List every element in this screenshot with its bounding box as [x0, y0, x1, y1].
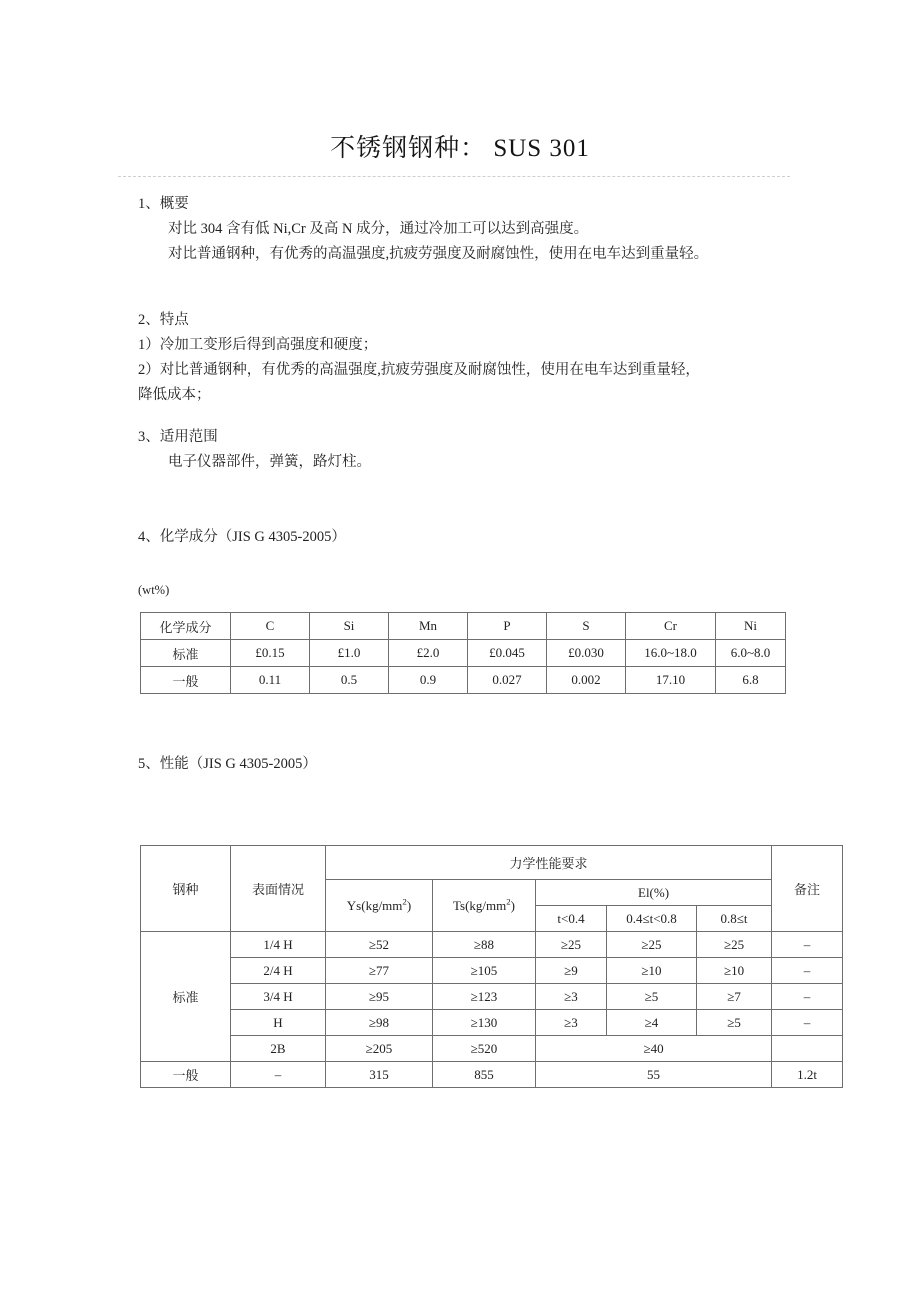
prop-header-ts — [433, 880, 536, 932]
chem-row-label-general: 一般 — [141, 667, 231, 694]
prop-cell-surface: – — [231, 1062, 326, 1088]
chem-cell: 0.11 — [231, 667, 310, 694]
prop-cell-ts: ≥130 — [433, 1010, 536, 1036]
section-3-line-1: 电子仪器部件，弹簧，路灯柱。 — [168, 454, 371, 470]
table-row — [141, 984, 843, 1010]
prop-cell-el3: ≥5 — [697, 1010, 772, 1036]
prop-cell-remark: – — [772, 1010, 843, 1036]
prop-cell-remark: – — [772, 932, 843, 958]
prop-header-el-sub-3: 0.8≤t — [697, 906, 772, 932]
prop-cell-surface: 1/4 H — [231, 932, 326, 958]
table-row — [141, 1010, 843, 1036]
table-row — [141, 667, 786, 694]
section-2-heading: 2、特点 — [138, 312, 189, 328]
chem-cell: 6.8 — [716, 667, 786, 694]
section-2-item-2-continued: 降低成本； — [138, 387, 211, 403]
prop-header-el-sub-1: t<0.4 — [536, 906, 607, 932]
prop-cell-ys: 315 — [326, 1062, 433, 1088]
section-features — [138, 308, 828, 408]
prop-cell-el2: ≥25 — [607, 932, 697, 958]
chem-header-mn: Mn — [389, 613, 468, 640]
table-row — [141, 613, 786, 640]
prop-cell-remark: – — [772, 984, 843, 1010]
prop-cell-el2: ≥10 — [607, 958, 697, 984]
page-title: 不锈钢钢种： SUS 301 — [330, 135, 590, 162]
prop-cell-el3: ≥25 — [697, 932, 772, 958]
chemical-composition-table — [140, 612, 786, 694]
section-1-heading: 1、概要 — [138, 196, 189, 212]
prop-header-el-sub-2: 0.4≤t<0.8 — [607, 906, 697, 932]
prop-cell-ts: ≥520 — [433, 1036, 536, 1062]
prop-header-ys-tail: ) — [406, 897, 412, 913]
section-2-item-2: 2）对比普通钢种，有优秀的高温强度,抗疲劳强度及耐腐蚀性，使用在电车达到重量轻， — [138, 362, 700, 378]
prop-cell-ys: ≥98 — [326, 1010, 433, 1036]
prop-header-ts-text: Ts(kg/mm — [452, 897, 507, 913]
prop-cell-remark — [772, 1036, 843, 1062]
chem-cell: 16.0~18.0 — [626, 640, 716, 667]
prop-header-steel-grade: 钢种 — [141, 846, 231, 932]
table-row — [141, 932, 843, 958]
chem-cell: 17.10 — [626, 667, 716, 694]
section-2-item-1: 1）冷加工变形后得到高强度和硬度； — [138, 337, 378, 353]
table-row — [141, 846, 843, 880]
prop-cell-ts: ≥105 — [433, 958, 536, 984]
section-1-line-2: 对比普通钢种，有优秀的高温强度,抗疲劳强度及耐腐蚀性，使用在电车达到重量轻。 — [168, 246, 709, 262]
prop-cell-el1: ≥9 — [536, 958, 607, 984]
prop-cell-ys: ≥52 — [326, 932, 433, 958]
mechanical-properties-table — [140, 845, 843, 1088]
prop-cell-ts: 855 — [433, 1062, 536, 1088]
chem-cell: £0.15 — [231, 640, 310, 667]
chem-row-label-standard: 标准 — [141, 640, 231, 667]
chem-cell: £0.030 — [547, 640, 626, 667]
prop-cell-el1: ≥3 — [536, 984, 607, 1010]
section-properties-heading — [138, 752, 828, 777]
prop-cell-remark: – — [772, 958, 843, 984]
section-5-heading: 5、性能（JIS G 4305-2005） — [138, 756, 317, 772]
chem-cell: 6.0~8.0 — [716, 640, 786, 667]
section-overview — [138, 192, 828, 267]
section-4-heading: 4、化学成分（JIS G 4305-2005） — [138, 529, 346, 545]
section-applications — [138, 425, 828, 475]
table-row — [141, 958, 843, 984]
prop-group-general: 一般 — [141, 1062, 231, 1088]
chem-cell: £0.045 — [468, 640, 547, 667]
chem-cell: 0.002 — [547, 667, 626, 694]
section-3-heading: 3、适用范围 — [138, 429, 218, 445]
section-chemical-composition-heading — [138, 525, 828, 550]
prop-cell-surface: 2B — [231, 1036, 326, 1062]
section-1-line-1: 对比 304 含有低 Ni,Cr 及高 N 成分，通过冷加工可以达到高强度。 — [168, 221, 589, 237]
prop-header-ts-tail: ) — [510, 897, 516, 913]
prop-cell-surface: 2/4 H — [231, 958, 326, 984]
chem-unit-label — [138, 578, 828, 603]
chem-cell: 0.027 — [468, 667, 547, 694]
prop-header-ys — [326, 880, 433, 932]
chem-header-si: Si — [310, 613, 389, 640]
prop-cell-ts: ≥88 — [433, 932, 536, 958]
prop-header-ys-sup: 2 — [402, 896, 407, 907]
prop-cell-el1: ≥25 — [536, 932, 607, 958]
prop-header-ys-text: Ys(kg/mm — [346, 897, 403, 913]
prop-cell-el-span: ≥40 — [536, 1036, 772, 1062]
chem-unit-text: (wt%) — [138, 583, 170, 597]
table-row — [141, 1036, 843, 1062]
chem-header-s: S — [547, 613, 626, 640]
chem-header-cr: Cr — [626, 613, 716, 640]
prop-group-standard: 标准 — [141, 932, 231, 1062]
table-row — [141, 1062, 843, 1088]
prop-cell-ys: ≥77 — [326, 958, 433, 984]
prop-header-ts-sup: 2 — [506, 896, 511, 907]
prop-cell-el-span: 55 — [536, 1062, 772, 1088]
chem-header-p: P — [468, 613, 547, 640]
table-row — [141, 640, 786, 667]
chem-cell: £1.0 — [310, 640, 389, 667]
prop-header-remark: 备注 — [772, 846, 843, 932]
prop-header-surface: 表面情况 — [231, 846, 326, 932]
prop-cell-remark: 1.2t — [772, 1062, 843, 1088]
prop-cell-ys: ≥205 — [326, 1036, 433, 1062]
chem-header-ni: Ni — [716, 613, 786, 640]
prop-header-mechanical-group: 力学性能要求 — [326, 846, 772, 880]
chem-header-label: 化学成分 — [141, 613, 231, 640]
prop-cell-el1: ≥3 — [536, 1010, 607, 1036]
prop-cell-ts: ≥123 — [433, 984, 536, 1010]
chem-header-c: C — [231, 613, 310, 640]
chem-cell: 0.9 — [389, 667, 468, 694]
prop-cell-el3: ≥7 — [697, 984, 772, 1010]
title-divider — [118, 176, 790, 177]
prop-header-elongation-group: El(%) — [536, 880, 772, 906]
prop-cell-el3: ≥10 — [697, 958, 772, 984]
prop-cell-el2: ≥5 — [607, 984, 697, 1010]
prop-cell-surface: H — [231, 1010, 326, 1036]
prop-cell-el2: ≥4 — [607, 1010, 697, 1036]
chem-cell: £2.0 — [389, 640, 468, 667]
chem-cell: 0.5 — [310, 667, 389, 694]
prop-cell-surface: 3/4 H — [231, 984, 326, 1010]
prop-cell-ys: ≥95 — [326, 984, 433, 1010]
